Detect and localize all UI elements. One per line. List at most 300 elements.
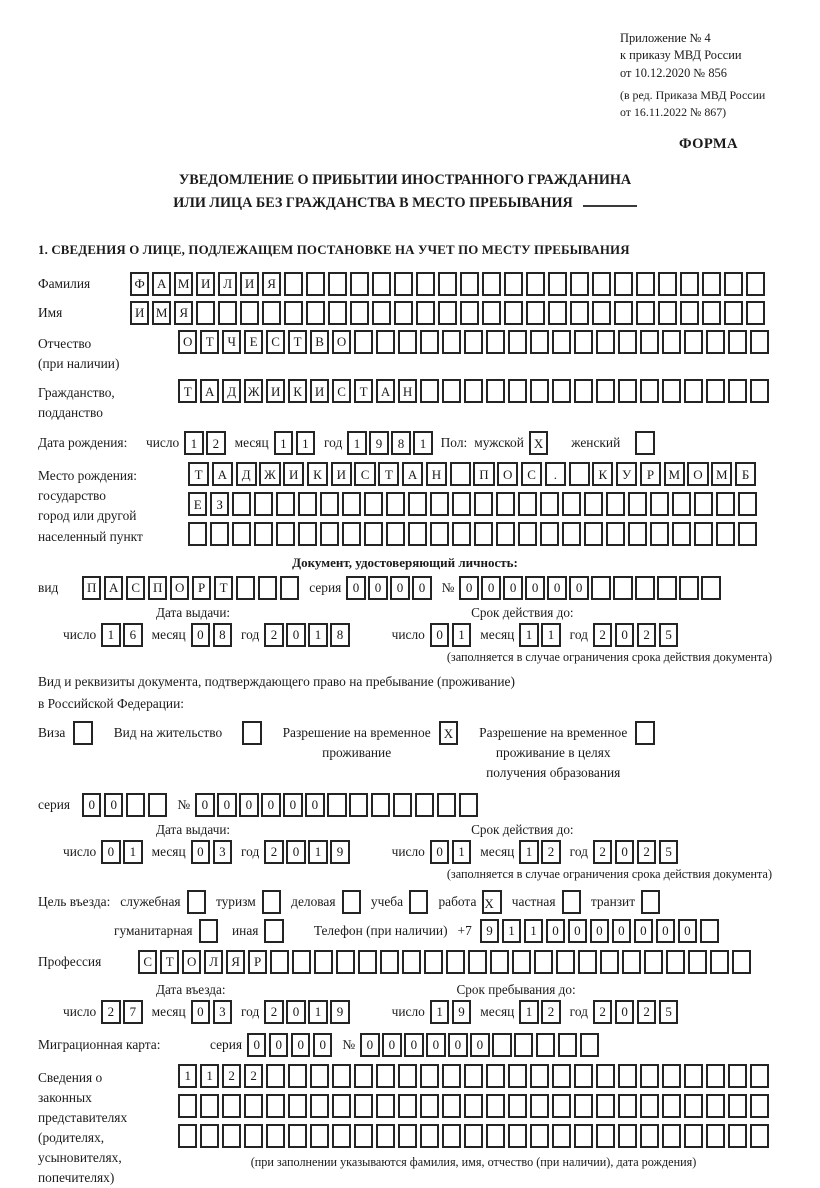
char-cell[interactable] bbox=[442, 379, 461, 403]
char-cell[interactable] bbox=[640, 1094, 659, 1118]
char-cell[interactable] bbox=[394, 272, 413, 296]
char-cell[interactable] bbox=[701, 576, 720, 600]
char-cell[interactable]: Я bbox=[174, 301, 193, 325]
char-cell[interactable] bbox=[420, 1064, 439, 1088]
char-cell[interactable]: Т bbox=[200, 330, 219, 354]
char-cell[interactable] bbox=[684, 1094, 703, 1118]
char-cell[interactable]: 0 bbox=[615, 1000, 634, 1024]
char-cell[interactable] bbox=[738, 492, 757, 516]
char-cell[interactable] bbox=[496, 492, 515, 516]
char-cell[interactable] bbox=[376, 1124, 395, 1148]
char-cell[interactable] bbox=[232, 522, 251, 546]
char-cell[interactable] bbox=[666, 950, 685, 974]
char-cell[interactable] bbox=[596, 1064, 615, 1088]
char-cell[interactable] bbox=[372, 272, 391, 296]
char-cell[interactable] bbox=[376, 1064, 395, 1088]
char-cell[interactable] bbox=[178, 1124, 197, 1148]
char-cell[interactable]: 6 bbox=[123, 623, 142, 647]
purpose-humanitarian-checkbox-cell[interactable] bbox=[199, 919, 218, 943]
char-cell[interactable]: А bbox=[212, 462, 233, 486]
edu-permit-checkbox-cell[interactable] bbox=[635, 721, 654, 745]
char-cell[interactable]: А bbox=[402, 462, 423, 486]
char-cell[interactable] bbox=[679, 576, 698, 600]
char-cell[interactable]: 0 bbox=[525, 576, 544, 600]
char-cell[interactable] bbox=[684, 1124, 703, 1148]
char-cell[interactable] bbox=[618, 379, 637, 403]
char-cell[interactable] bbox=[486, 1064, 505, 1088]
char-cell[interactable] bbox=[342, 522, 361, 546]
female-checkbox-cell[interactable] bbox=[635, 431, 654, 455]
char-cell[interactable] bbox=[640, 1124, 659, 1148]
char-cell[interactable] bbox=[662, 1124, 681, 1148]
char-cell[interactable]: 7 bbox=[123, 1000, 142, 1024]
char-cell[interactable] bbox=[490, 950, 509, 974]
char-cell[interactable] bbox=[310, 1124, 329, 1148]
char-cell[interactable] bbox=[628, 522, 647, 546]
char-cell[interactable] bbox=[372, 301, 391, 325]
char-cell[interactable] bbox=[350, 272, 369, 296]
char-cell[interactable] bbox=[694, 492, 713, 516]
char-cell[interactable]: И bbox=[266, 379, 285, 403]
char-cell[interactable] bbox=[680, 272, 699, 296]
char-cell[interactable] bbox=[618, 330, 637, 354]
char-cell[interactable]: 0 bbox=[503, 576, 522, 600]
char-cell[interactable] bbox=[738, 522, 757, 546]
char-cell[interactable] bbox=[328, 272, 347, 296]
char-cell[interactable] bbox=[126, 793, 145, 817]
char-cell[interactable]: Б bbox=[735, 462, 756, 486]
visa-checkbox-cell[interactable] bbox=[73, 721, 92, 745]
char-cell[interactable]: 1 bbox=[123, 840, 142, 864]
char-cell[interactable]: М bbox=[152, 301, 171, 325]
char-cell[interactable] bbox=[596, 1124, 615, 1148]
char-cell[interactable]: 0 bbox=[191, 1000, 210, 1024]
char-cell[interactable]: 0 bbox=[412, 576, 431, 600]
char-cell[interactable]: 1 bbox=[308, 1000, 327, 1024]
char-cell[interactable]: С bbox=[332, 379, 351, 403]
char-cell[interactable] bbox=[464, 1094, 483, 1118]
char-cell[interactable]: Ч bbox=[222, 330, 241, 354]
char-cell[interactable]: 0 bbox=[269, 1033, 288, 1057]
char-cell[interactable]: 2 bbox=[593, 623, 612, 647]
char-cell[interactable] bbox=[694, 522, 713, 546]
char-cell[interactable]: 2 bbox=[264, 1000, 283, 1024]
char-cell[interactable] bbox=[606, 522, 625, 546]
char-cell[interactable] bbox=[512, 950, 531, 974]
char-cell[interactable] bbox=[530, 1094, 549, 1118]
char-cell[interactable] bbox=[750, 1124, 769, 1148]
char-cell[interactable] bbox=[504, 272, 523, 296]
char-cell[interactable]: 1 bbox=[178, 1064, 197, 1088]
char-cell[interactable] bbox=[562, 492, 581, 516]
char-cell[interactable]: К bbox=[288, 379, 307, 403]
char-cell[interactable] bbox=[446, 950, 465, 974]
char-cell[interactable] bbox=[310, 1064, 329, 1088]
char-cell[interactable] bbox=[724, 272, 743, 296]
char-cell[interactable]: У bbox=[616, 462, 637, 486]
char-cell[interactable] bbox=[482, 272, 501, 296]
char-cell[interactable] bbox=[514, 1033, 533, 1057]
char-cell[interactable]: И bbox=[240, 272, 259, 296]
char-cell[interactable] bbox=[266, 1124, 285, 1148]
char-cell[interactable]: 0 bbox=[261, 793, 280, 817]
char-cell[interactable] bbox=[398, 1064, 417, 1088]
char-cell[interactable]: И bbox=[283, 462, 304, 486]
char-cell[interactable] bbox=[306, 272, 325, 296]
char-cell[interactable] bbox=[592, 301, 611, 325]
male-checkbox-cell[interactable]: X bbox=[529, 431, 548, 455]
char-cell[interactable]: 1 bbox=[200, 1064, 219, 1088]
char-cell[interactable] bbox=[635, 576, 654, 600]
char-cell[interactable] bbox=[672, 522, 691, 546]
char-cell[interactable] bbox=[416, 272, 435, 296]
char-cell[interactable]: 0 bbox=[590, 919, 609, 943]
char-cell[interactable] bbox=[706, 1064, 725, 1088]
char-cell[interactable]: 0 bbox=[426, 1033, 445, 1057]
char-cell[interactable] bbox=[464, 1064, 483, 1088]
char-cell[interactable] bbox=[526, 272, 545, 296]
char-cell[interactable] bbox=[750, 379, 769, 403]
char-cell[interactable] bbox=[288, 1094, 307, 1118]
char-cell[interactable]: 8 bbox=[391, 431, 410, 455]
char-cell[interactable]: Д bbox=[236, 462, 257, 486]
char-cell[interactable]: В bbox=[310, 330, 329, 354]
char-cell[interactable]: Т bbox=[178, 379, 197, 403]
purpose-tourism-checkbox-cell[interactable] bbox=[262, 890, 281, 914]
char-cell[interactable] bbox=[200, 1094, 219, 1118]
char-cell[interactable]: 0 bbox=[286, 840, 305, 864]
char-cell[interactable]: 0 bbox=[82, 793, 101, 817]
char-cell[interactable] bbox=[640, 330, 659, 354]
char-cell[interactable] bbox=[716, 522, 735, 546]
char-cell[interactable]: 0 bbox=[291, 1033, 310, 1057]
char-cell[interactable]: Т bbox=[354, 379, 373, 403]
char-cell[interactable]: Я bbox=[226, 950, 245, 974]
char-cell[interactable] bbox=[562, 522, 581, 546]
char-cell[interactable] bbox=[188, 522, 207, 546]
char-cell[interactable]: 0 bbox=[195, 793, 214, 817]
char-cell[interactable] bbox=[464, 379, 483, 403]
char-cell[interactable]: Л bbox=[204, 950, 223, 974]
char-cell[interactable] bbox=[178, 1094, 197, 1118]
char-cell[interactable] bbox=[240, 301, 259, 325]
char-cell[interactable] bbox=[148, 793, 167, 817]
char-cell[interactable]: 2 bbox=[222, 1064, 241, 1088]
char-cell[interactable] bbox=[622, 950, 641, 974]
char-cell[interactable] bbox=[526, 301, 545, 325]
char-cell[interactable] bbox=[292, 950, 311, 974]
char-cell[interactable] bbox=[728, 330, 747, 354]
char-cell[interactable]: А bbox=[152, 272, 171, 296]
char-cell[interactable] bbox=[618, 1064, 637, 1088]
char-cell[interactable]: А bbox=[104, 576, 123, 600]
char-cell[interactable]: 0 bbox=[569, 576, 588, 600]
char-cell[interactable]: С bbox=[266, 330, 285, 354]
char-cell[interactable] bbox=[657, 576, 676, 600]
char-cell[interactable]: М bbox=[664, 462, 685, 486]
char-cell[interactable] bbox=[486, 1124, 505, 1148]
char-cell[interactable] bbox=[232, 492, 251, 516]
char-cell[interactable]: 1 bbox=[452, 623, 471, 647]
char-cell[interactable] bbox=[640, 379, 659, 403]
char-cell[interactable] bbox=[336, 950, 355, 974]
char-cell[interactable] bbox=[536, 1033, 555, 1057]
char-cell[interactable] bbox=[650, 492, 669, 516]
char-cell[interactable] bbox=[750, 1064, 769, 1088]
char-cell[interactable] bbox=[552, 330, 571, 354]
char-cell[interactable]: А bbox=[200, 379, 219, 403]
char-cell[interactable] bbox=[728, 1124, 747, 1148]
char-cell[interactable] bbox=[310, 1094, 329, 1118]
char-cell[interactable]: 0 bbox=[459, 576, 478, 600]
char-cell[interactable] bbox=[288, 1124, 307, 1148]
char-cell[interactable] bbox=[393, 793, 412, 817]
char-cell[interactable]: 0 bbox=[430, 623, 449, 647]
char-cell[interactable]: 0 bbox=[634, 919, 653, 943]
char-cell[interactable] bbox=[662, 1064, 681, 1088]
char-cell[interactable] bbox=[354, 1064, 373, 1088]
char-cell[interactable] bbox=[700, 919, 719, 943]
char-cell[interactable] bbox=[415, 793, 434, 817]
char-cell[interactable] bbox=[570, 301, 589, 325]
char-cell[interactable] bbox=[592, 272, 611, 296]
char-cell[interactable]: 2 bbox=[101, 1000, 120, 1024]
char-cell[interactable] bbox=[354, 1124, 373, 1148]
char-cell[interactable] bbox=[574, 1124, 593, 1148]
char-cell[interactable]: 1 bbox=[347, 431, 366, 455]
char-cell[interactable]: О bbox=[170, 576, 189, 600]
char-cell[interactable]: 9 bbox=[369, 431, 388, 455]
char-cell[interactable] bbox=[354, 330, 373, 354]
char-cell[interactable] bbox=[680, 301, 699, 325]
char-cell[interactable] bbox=[684, 379, 703, 403]
char-cell[interactable]: 0 bbox=[612, 919, 631, 943]
char-cell[interactable] bbox=[408, 492, 427, 516]
char-cell[interactable]: 1 bbox=[184, 431, 203, 455]
char-cell[interactable]: 1 bbox=[413, 431, 432, 455]
char-cell[interactable] bbox=[486, 1094, 505, 1118]
char-cell[interactable] bbox=[706, 330, 725, 354]
char-cell[interactable] bbox=[452, 522, 471, 546]
char-cell[interactable]: 1 bbox=[519, 840, 538, 864]
char-cell[interactable]: 1 bbox=[519, 623, 538, 647]
char-cell[interactable] bbox=[580, 1033, 599, 1057]
char-cell[interactable] bbox=[596, 379, 615, 403]
char-cell[interactable]: И bbox=[196, 272, 215, 296]
char-cell[interactable]: С bbox=[354, 462, 375, 486]
purpose-transit-checkbox-cell[interactable] bbox=[641, 890, 660, 914]
char-cell[interactable] bbox=[266, 1064, 285, 1088]
char-cell[interactable] bbox=[508, 1094, 527, 1118]
char-cell[interactable] bbox=[662, 379, 681, 403]
char-cell[interactable] bbox=[728, 379, 747, 403]
char-cell[interactable] bbox=[284, 272, 303, 296]
char-cell[interactable]: 0 bbox=[547, 576, 566, 600]
char-cell[interactable] bbox=[530, 1064, 549, 1088]
char-cell[interactable] bbox=[442, 1064, 461, 1088]
char-cell[interactable] bbox=[420, 330, 439, 354]
char-cell[interactable] bbox=[420, 379, 439, 403]
char-cell[interactable] bbox=[702, 301, 721, 325]
char-cell[interactable] bbox=[558, 1033, 577, 1057]
char-cell[interactable] bbox=[218, 301, 237, 325]
char-cell[interactable] bbox=[468, 950, 487, 974]
char-cell[interactable] bbox=[376, 1094, 395, 1118]
char-cell[interactable] bbox=[508, 1064, 527, 1088]
char-cell[interactable] bbox=[750, 1094, 769, 1118]
char-cell[interactable] bbox=[552, 1094, 571, 1118]
char-cell[interactable]: 1 bbox=[430, 1000, 449, 1024]
char-cell[interactable]: 0 bbox=[404, 1033, 423, 1057]
char-cell[interactable]: 9 bbox=[330, 840, 349, 864]
char-cell[interactable] bbox=[702, 272, 721, 296]
char-cell[interactable]: Т bbox=[160, 950, 179, 974]
char-cell[interactable] bbox=[430, 522, 449, 546]
char-cell[interactable]: З bbox=[210, 492, 229, 516]
char-cell[interactable] bbox=[636, 272, 655, 296]
char-cell[interactable] bbox=[706, 1124, 725, 1148]
char-cell[interactable] bbox=[452, 492, 471, 516]
char-cell[interactable] bbox=[508, 379, 527, 403]
char-cell[interactable] bbox=[332, 1064, 351, 1088]
char-cell[interactable]: 2 bbox=[541, 840, 560, 864]
char-cell[interactable] bbox=[628, 492, 647, 516]
char-cell[interactable] bbox=[416, 301, 435, 325]
char-cell[interactable] bbox=[398, 1094, 417, 1118]
char-cell[interactable]: Л bbox=[218, 272, 237, 296]
char-cell[interactable] bbox=[504, 301, 523, 325]
char-cell[interactable]: С bbox=[521, 462, 542, 486]
char-cell[interactable] bbox=[618, 1124, 637, 1148]
char-cell[interactable]: О bbox=[687, 462, 708, 486]
char-cell[interactable]: 5 bbox=[659, 840, 678, 864]
char-cell[interactable] bbox=[574, 379, 593, 403]
char-cell[interactable]: Ж bbox=[259, 462, 280, 486]
char-cell[interactable] bbox=[644, 950, 663, 974]
residence-permit-checkbox-cell[interactable] bbox=[242, 721, 261, 745]
char-cell[interactable] bbox=[327, 793, 346, 817]
char-cell[interactable]: 0 bbox=[191, 623, 210, 647]
char-cell[interactable] bbox=[408, 522, 427, 546]
char-cell[interactable]: 2 bbox=[244, 1064, 263, 1088]
char-cell[interactable] bbox=[244, 1124, 263, 1148]
char-cell[interactable] bbox=[266, 1094, 285, 1118]
char-cell[interactable]: И bbox=[130, 301, 149, 325]
purpose-official-checkbox-cell[interactable] bbox=[187, 890, 206, 914]
char-cell[interactable] bbox=[460, 272, 479, 296]
char-cell[interactable]: Д bbox=[222, 379, 241, 403]
char-cell[interactable]: 0 bbox=[101, 840, 120, 864]
char-cell[interactable]: 0 bbox=[346, 576, 365, 600]
char-cell[interactable] bbox=[684, 330, 703, 354]
char-cell[interactable]: 0 bbox=[546, 919, 565, 943]
char-cell[interactable] bbox=[750, 330, 769, 354]
char-cell[interactable]: 0 bbox=[286, 1000, 305, 1024]
char-cell[interactable] bbox=[320, 492, 339, 516]
char-cell[interactable]: С bbox=[138, 950, 157, 974]
char-cell[interactable]: 0 bbox=[430, 840, 449, 864]
char-cell[interactable]: 8 bbox=[213, 623, 232, 647]
char-cell[interactable] bbox=[464, 1124, 483, 1148]
char-cell[interactable] bbox=[420, 1094, 439, 1118]
char-cell[interactable] bbox=[349, 793, 368, 817]
char-cell[interactable] bbox=[710, 950, 729, 974]
char-cell[interactable] bbox=[600, 950, 619, 974]
char-cell[interactable] bbox=[358, 950, 377, 974]
char-cell[interactable]: 0 bbox=[568, 919, 587, 943]
char-cell[interactable]: О bbox=[497, 462, 518, 486]
char-cell[interactable] bbox=[518, 492, 537, 516]
char-cell[interactable]: 0 bbox=[470, 1033, 489, 1057]
char-cell[interactable]: Ж bbox=[244, 379, 263, 403]
char-cell[interactable]: 2 bbox=[206, 431, 225, 455]
char-cell[interactable] bbox=[254, 522, 273, 546]
purpose-study-checkbox-cell[interactable] bbox=[409, 890, 428, 914]
char-cell[interactable] bbox=[716, 492, 735, 516]
char-cell[interactable]: К bbox=[592, 462, 613, 486]
char-cell[interactable]: 0 bbox=[313, 1033, 332, 1057]
char-cell[interactable] bbox=[342, 492, 361, 516]
char-cell[interactable] bbox=[442, 1094, 461, 1118]
char-cell[interactable]: 0 bbox=[382, 1033, 401, 1057]
char-cell[interactable] bbox=[552, 379, 571, 403]
char-cell[interactable]: 0 bbox=[305, 793, 324, 817]
char-cell[interactable]: 1 bbox=[502, 919, 521, 943]
char-cell[interactable] bbox=[574, 1064, 593, 1088]
char-cell[interactable]: 0 bbox=[283, 793, 302, 817]
char-cell[interactable]: 8 bbox=[330, 623, 349, 647]
char-cell[interactable] bbox=[280, 576, 299, 600]
char-cell[interactable]: 2 bbox=[593, 1000, 612, 1024]
char-cell[interactable] bbox=[496, 522, 515, 546]
char-cell[interactable]: 2 bbox=[637, 1000, 656, 1024]
purpose-business-checkbox-cell[interactable] bbox=[342, 890, 361, 914]
char-cell[interactable] bbox=[578, 950, 597, 974]
purpose-private-checkbox-cell[interactable] bbox=[562, 890, 581, 914]
char-cell[interactable] bbox=[706, 1094, 725, 1118]
char-cell[interactable]: 0 bbox=[247, 1033, 266, 1057]
char-cell[interactable]: О bbox=[332, 330, 351, 354]
char-cell[interactable] bbox=[398, 1124, 417, 1148]
char-cell[interactable]: М bbox=[711, 462, 732, 486]
char-cell[interactable] bbox=[540, 492, 559, 516]
char-cell[interactable] bbox=[574, 330, 593, 354]
char-cell[interactable] bbox=[437, 793, 456, 817]
char-cell[interactable] bbox=[376, 330, 395, 354]
char-cell[interactable] bbox=[364, 522, 383, 546]
char-cell[interactable] bbox=[442, 330, 461, 354]
char-cell[interactable] bbox=[584, 492, 603, 516]
temp-permit-checkbox-cell[interactable]: X bbox=[439, 721, 458, 745]
char-cell[interactable] bbox=[332, 1094, 351, 1118]
char-cell[interactable]: С bbox=[126, 576, 145, 600]
char-cell[interactable] bbox=[662, 1094, 681, 1118]
char-cell[interactable]: И bbox=[331, 462, 352, 486]
char-cell[interactable] bbox=[728, 1064, 747, 1088]
char-cell[interactable] bbox=[570, 272, 589, 296]
char-cell[interactable]: Я bbox=[262, 272, 281, 296]
char-cell[interactable] bbox=[552, 1124, 571, 1148]
char-cell[interactable]: Е bbox=[188, 492, 207, 516]
char-cell[interactable] bbox=[613, 576, 632, 600]
char-cell[interactable] bbox=[262, 301, 281, 325]
char-cell[interactable] bbox=[402, 950, 421, 974]
char-cell[interactable]: Р bbox=[640, 462, 661, 486]
char-cell[interactable] bbox=[420, 1124, 439, 1148]
char-cell[interactable] bbox=[284, 301, 303, 325]
char-cell[interactable] bbox=[596, 330, 615, 354]
char-cell[interactable] bbox=[386, 492, 405, 516]
